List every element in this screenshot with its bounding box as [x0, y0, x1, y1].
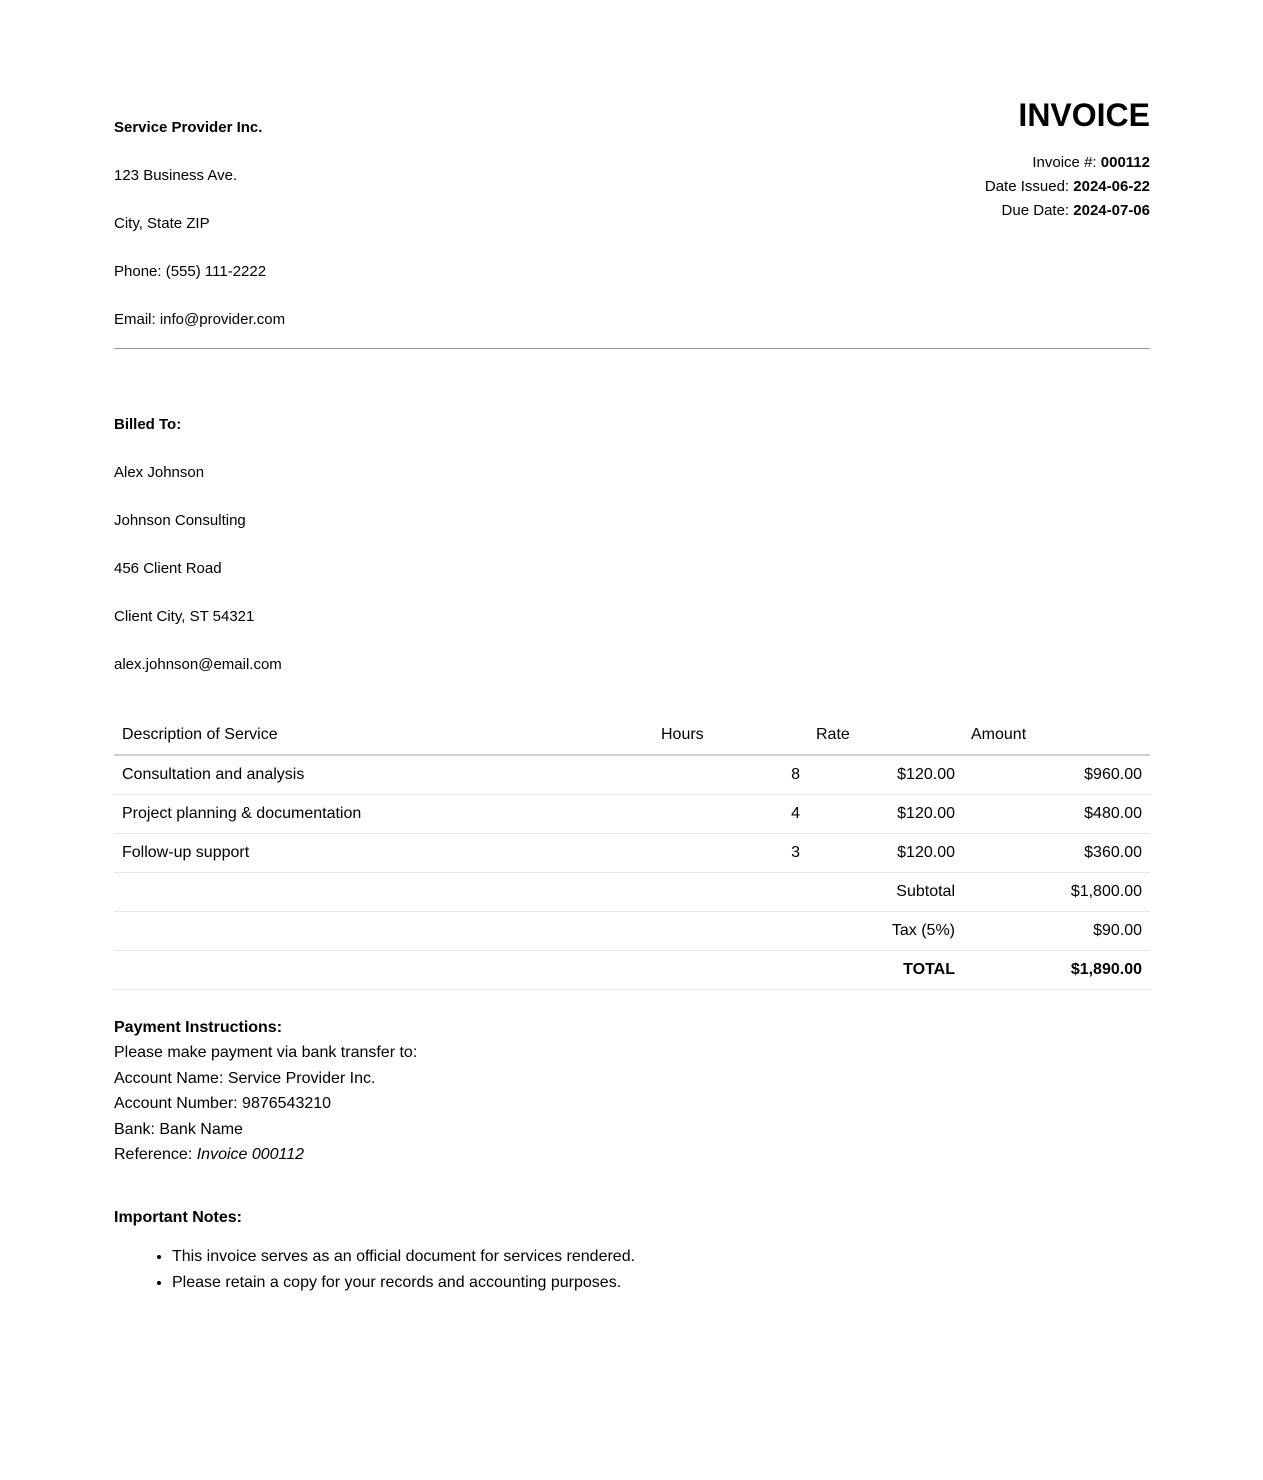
table-row — [114, 834, 1150, 873]
row-amount: $480.00 — [963, 795, 1150, 834]
row-description: Follow-up support — [114, 834, 653, 873]
notes-heading: Important Notes: — [114, 1209, 242, 1226]
row-description: Consultation and analysis — [114, 755, 653, 795]
date-issued-label: Date Issued: — [984, 178, 1070, 195]
payment-reference-label: Reference: — [114, 1146, 193, 1163]
provider-name: Service Provider Inc. — [114, 119, 263, 136]
due-date-row — [985, 199, 1150, 223]
billed-to-block — [114, 415, 282, 703]
tax-value: $90.00 — [963, 912, 1150, 951]
payment-account-number: Account Number: 9876543210 — [114, 1095, 332, 1112]
date-issued-row — [985, 175, 1150, 199]
table-header-row — [114, 716, 1150, 755]
provider-phone: Phone: (555) 111-2222 — [114, 263, 267, 280]
client-name: Alex Johnson — [114, 464, 205, 481]
payment-reference-value: Invoice 000112 — [196, 1146, 305, 1163]
list-item: • Please retain a copy for your records and accounting purposes. — [172, 1270, 635, 1296]
services-table — [114, 716, 1150, 990]
invoice-title: INVOICE — [1018, 97, 1150, 133]
due-date-label: Due Date: — [1001, 202, 1070, 219]
table-row — [114, 795, 1150, 834]
row-amount: $960.00 — [963, 755, 1150, 795]
payment-account-name: Account Name: Service Provider Inc. — [114, 1069, 376, 1087]
total-row — [114, 951, 1150, 990]
list-item: • This invoice serves as an official document for services rendered. — [172, 1244, 635, 1270]
date-issued: 2024-06-22 — [1073, 178, 1150, 195]
tax-label: Tax (5%) — [808, 912, 963, 951]
client-city: Client City, ST 54321 — [114, 608, 255, 625]
row-hours: 4 — [653, 795, 808, 834]
provider-block — [114, 118, 285, 358]
subtotal-label: Subtotal — [808, 873, 963, 912]
client-email: alex.johnson@email.com — [114, 656, 282, 673]
column-header-amount: Amount — [963, 716, 1150, 755]
total-value: $1,890.00 — [963, 951, 1150, 990]
row-rate: $120.00 — [808, 795, 963, 834]
invoice-number-label: Invoice #: — [1032, 154, 1097, 171]
row-rate: $120.00 — [808, 834, 963, 873]
column-header-hours: Hours — [653, 716, 808, 755]
payment-heading: Payment Instructions: — [114, 1019, 283, 1036]
payment-intro: Please make payment via bank transfer to: — [114, 1044, 418, 1061]
subtotal-row — [114, 873, 1150, 912]
row-amount: $360.00 — [963, 834, 1150, 873]
row-description: Project planning & documentation — [114, 795, 653, 834]
payment-instructions — [114, 1016, 417, 1168]
column-header-description: Description of Service — [114, 716, 653, 755]
invoice-number: 000112 — [1100, 154, 1150, 171]
provider-email: Email: info@provider.com — [114, 311, 286, 328]
invoice-meta — [985, 96, 1150, 223]
client-company: Johnson Consulting — [114, 512, 246, 529]
provider-address: 123 Business Ave. — [114, 167, 238, 184]
subtotal-value: $1,800.00 — [963, 873, 1150, 912]
billed-to-heading: Billed To: — [114, 416, 182, 433]
header-divider — [114, 348, 1150, 349]
payment-bank: Bank: Bank Name — [114, 1120, 243, 1138]
total-label: TOTAL — [808, 951, 963, 990]
client-address: 456 Client Road — [114, 560, 222, 577]
notes-list — [114, 1244, 635, 1296]
row-rate: $120.00 — [808, 755, 963, 795]
payment-reference — [114, 1142, 417, 1168]
provider-city: City, State ZIP — [114, 215, 210, 232]
row-hours: 3 — [653, 834, 808, 873]
row-hours: 8 — [653, 755, 808, 795]
invoice-number-row — [985, 151, 1150, 175]
important-notes — [114, 1206, 635, 1296]
table-row — [114, 755, 1150, 795]
tax-row — [114, 912, 1150, 951]
due-date: 2024-07-06 — [1073, 202, 1150, 219]
column-header-rate: Rate — [808, 716, 963, 755]
